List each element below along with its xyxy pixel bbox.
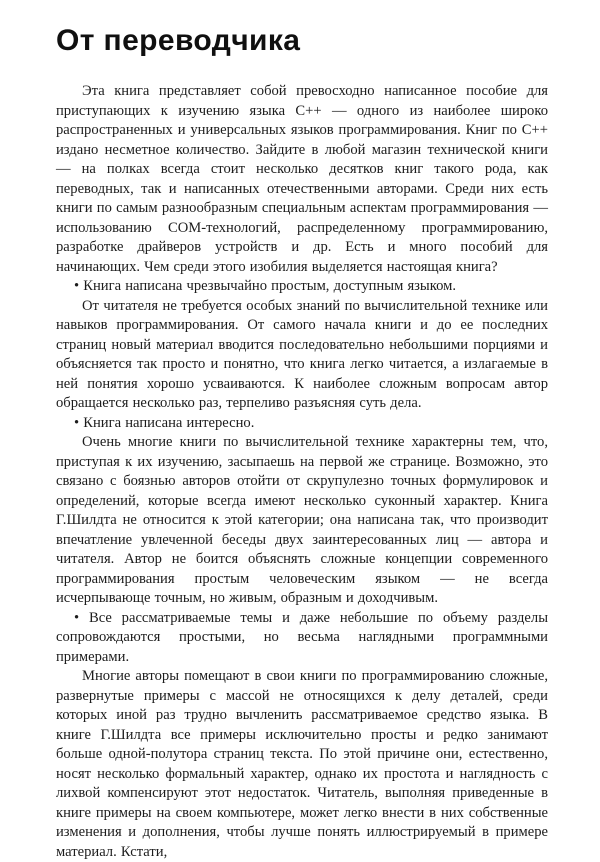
bullet-item-interesting: • Книга написана интересно. [74, 414, 255, 431]
paragraph-intro: Эта книга представляет собой превосходно написанное пособие для приступающих к изучению языка C++ — одного из наиболее широко распространенных и универсальных языков программирования. Книг по C++ издано несметное количество. Зайдите в любой магазин технической книги — на полках всегда стоит несколько десятков книг такого рода, как переводных, так и написанных отечественными авторами. Среди них есть книги по самым разнообразным специальным аспектам программирования — использованию COM-технологий, распределенному программированию, разработке драйверов устройств и др. Есть и много пособий для начинающих. Чем среди этого изобилия выделяется настоящая книга? [56, 83, 548, 275]
bullet-item-simple-language: • Книга написана чрезвычайно простым, доступным языком. [74, 278, 456, 294]
body-text [56, 82, 548, 862]
paragraph-boring-books: Очень многие книги по вычислительной технике характерны тем, что, приступая к их изучению, засыпаешь на первой же странице. Возможно, это связано с боязнью авторов отойти от скрупулезно точных формулировок и определений, которые всегда имеют несколько суконный характер. Книга Г.Шилдта не относится к этой категории; она написана так, что производит впечатление увлеченной беседы двух заинтересованных лиц — автора и читателя. Автор не боится объяснять сложные концепции современного программирования простым человеческим языком — не всегда исчерпывающе точным, но живым, образным и доходчивым. [56, 434, 548, 606]
paragraph-authors-examples: Многие авторы помещают в свои книги по программированию сложные, развернутые примеры с массой не относящихся к делу деталей, среди которых иной раз трудно вычленить рассматриваемое средство языка. В книге Г.Шилдта все примеры исключительно просты и редко занимают больше одной-полутора страниц текста. По этой причине они, естественно, носят несколько формальный характер, однако их простота и наглядность с лихвой компенсируют этот недостаток. Читатель, выполняя приведенные в книге примеры на своем компьютере, может легко внести в них собственные изменения и дополнения, чтобы лучше понять иллюстрируемый в примере материал. Кстати, [56, 668, 548, 860]
paragraph-no-knowledge-required: От читателя не требуется особых знаний по вычислительной технике или навыков программирования. От самого начала книги и до ее последних страниц новый материал вводится последовательно небольшими порциями и объясняется так просто и понятно, что книга легко читается, а излагаемые в ней понятия хорошо усваиваются. К наиболее сложным вопросам автор обращается несколько раз, терпеливо разъясняя суть дела. [56, 297, 548, 411]
bullet-item-examples: • Все рассматриваемые темы и даже небольшие по объему разделы сопровождаются простыми, но весьма наглядными программными примерами. [56, 609, 548, 665]
page-title: От переводчика [56, 24, 301, 57]
